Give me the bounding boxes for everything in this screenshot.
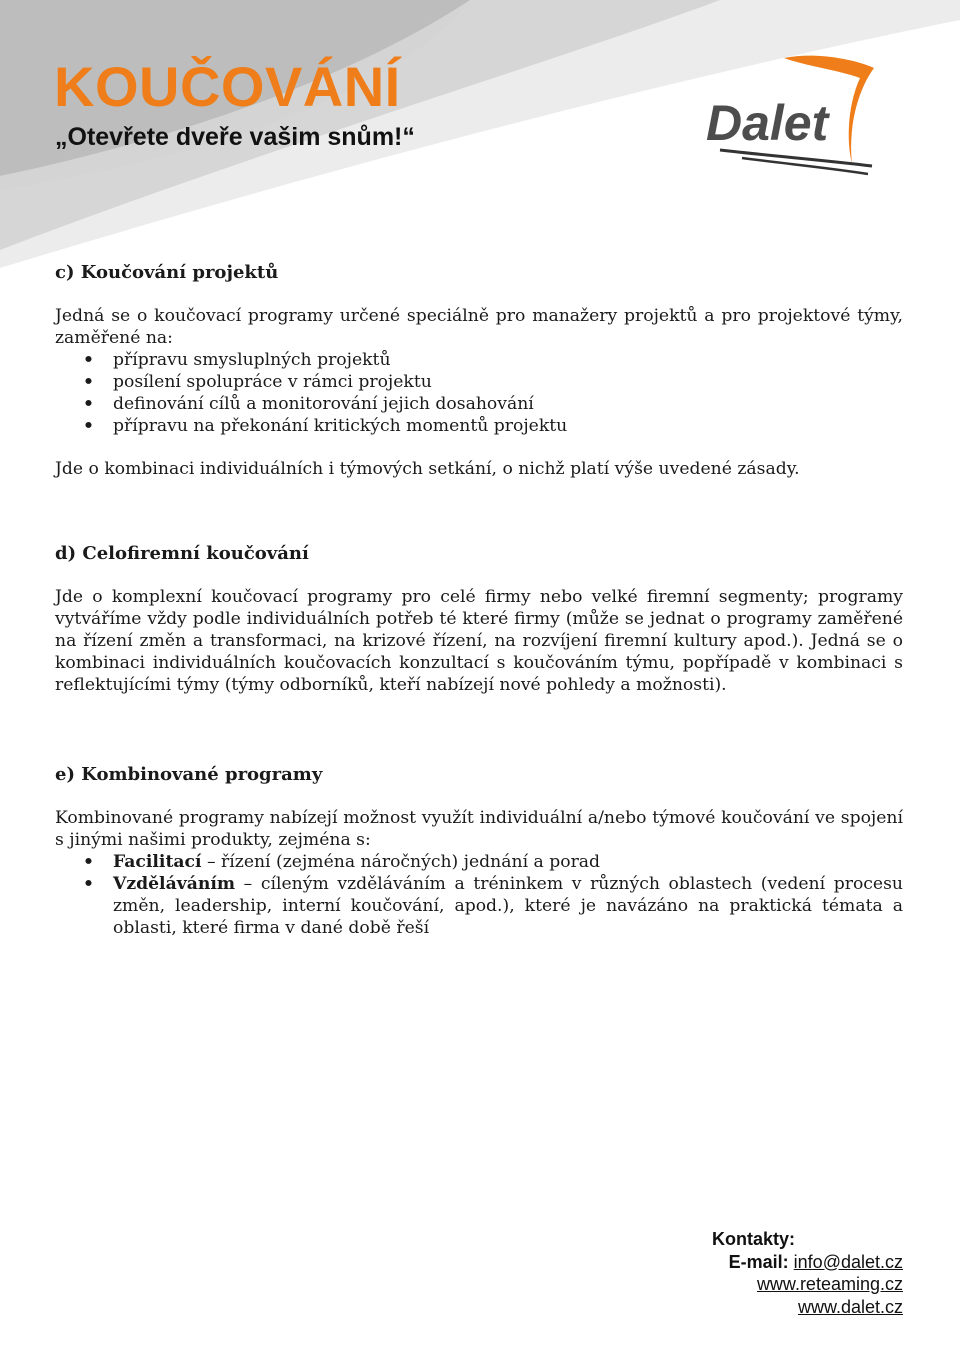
- list-item: [113, 873, 903, 939]
- section-d-heading: d) Celofiremní koučování: [55, 543, 309, 564]
- section-e: [55, 762, 903, 939]
- logo-wordmark: Dalet: [706, 95, 829, 151]
- list-item-text: – řízení (zejména náročných) jednání a porad: [201, 852, 601, 872]
- section-e-list: [55, 851, 903, 939]
- section-e-intro: Kombinované programy nabízejí možnost využít individuální a/nebo týmové koučování ve spojení s jinými našimi produkty, zejména s:: [55, 808, 903, 850]
- list-item: • definování cílů a monitorování jejich dosahování: [113, 393, 903, 415]
- list-item: • posílení spolupráce v rámci projektu: [113, 371, 903, 393]
- email-label: E-mail:: [728, 1251, 789, 1272]
- email-line: [643, 1251, 903, 1274]
- list-item: [113, 851, 903, 873]
- section-c-heading: c) Koučování projektů: [55, 262, 279, 283]
- list-item-term: Vzděláváním: [113, 874, 236, 894]
- section-d-body: Jde o komplexní koučovací programy pro celé firmy nebo velké firemní segmenty; programy vytváříme vždy podle individuálních potřeb té které firmy (může se jednat o programy zaměřené na řízení změn a transformaci, na krizové řízení, na rozvíjení firemní kultury apod.). Jedná se o kombinaci individuálních koučovacích konzultací s koučováním týmu, popřípadě v kombinaci s reflektujícími týmy (týmy odborníků, kteří nabízejí nové pohledy a možnosti).: [55, 587, 903, 695]
- website-link-dalet[interactable]: www.dalet.cz: [797, 1296, 903, 1317]
- list-item: • přípravu smysluplných projektů: [113, 349, 903, 371]
- contacts-heading: Kontakty:: [712, 1229, 796, 1249]
- section-c-list: [55, 349, 903, 437]
- list-item-term: Facilitací: [113, 852, 202, 872]
- list-item: • přípravu na překonání kritických momentů projektu: [113, 415, 903, 437]
- main-content: [55, 260, 903, 939]
- section-c-outro: Jde o kombinaci individuálních i týmových setkání, o nichž platí výše uvedené zásady.: [55, 459, 800, 479]
- list-item-text: – cíleným vzděláváním a tréninkem v různých oblastech (vedení procesu změn, leadership, interní koučování, apod.), které je navázáno na praktická témata a oblasti, které firma v dané době řeší: [113, 874, 903, 938]
- section-d: [55, 541, 903, 696]
- dalet-logo: [702, 52, 882, 182]
- website-link-reteaming[interactable]: www.reteaming.cz: [756, 1274, 903, 1294]
- page-title: KOUČOVÁNÍ: [54, 55, 401, 118]
- email-link[interactable]: info@dalet.cz: [793, 1251, 903, 1272]
- section-c-intro: Jedná se o koučovací programy určené speciálně pro manažery projektů a pro projektové týmy, zaměřené na:: [55, 306, 903, 348]
- page-subtitle: „Otevřete dveře vašim snům!“: [55, 123, 415, 151]
- section-e-heading: e) Kombinované programy: [55, 764, 323, 785]
- contacts-block: [643, 1228, 903, 1318]
